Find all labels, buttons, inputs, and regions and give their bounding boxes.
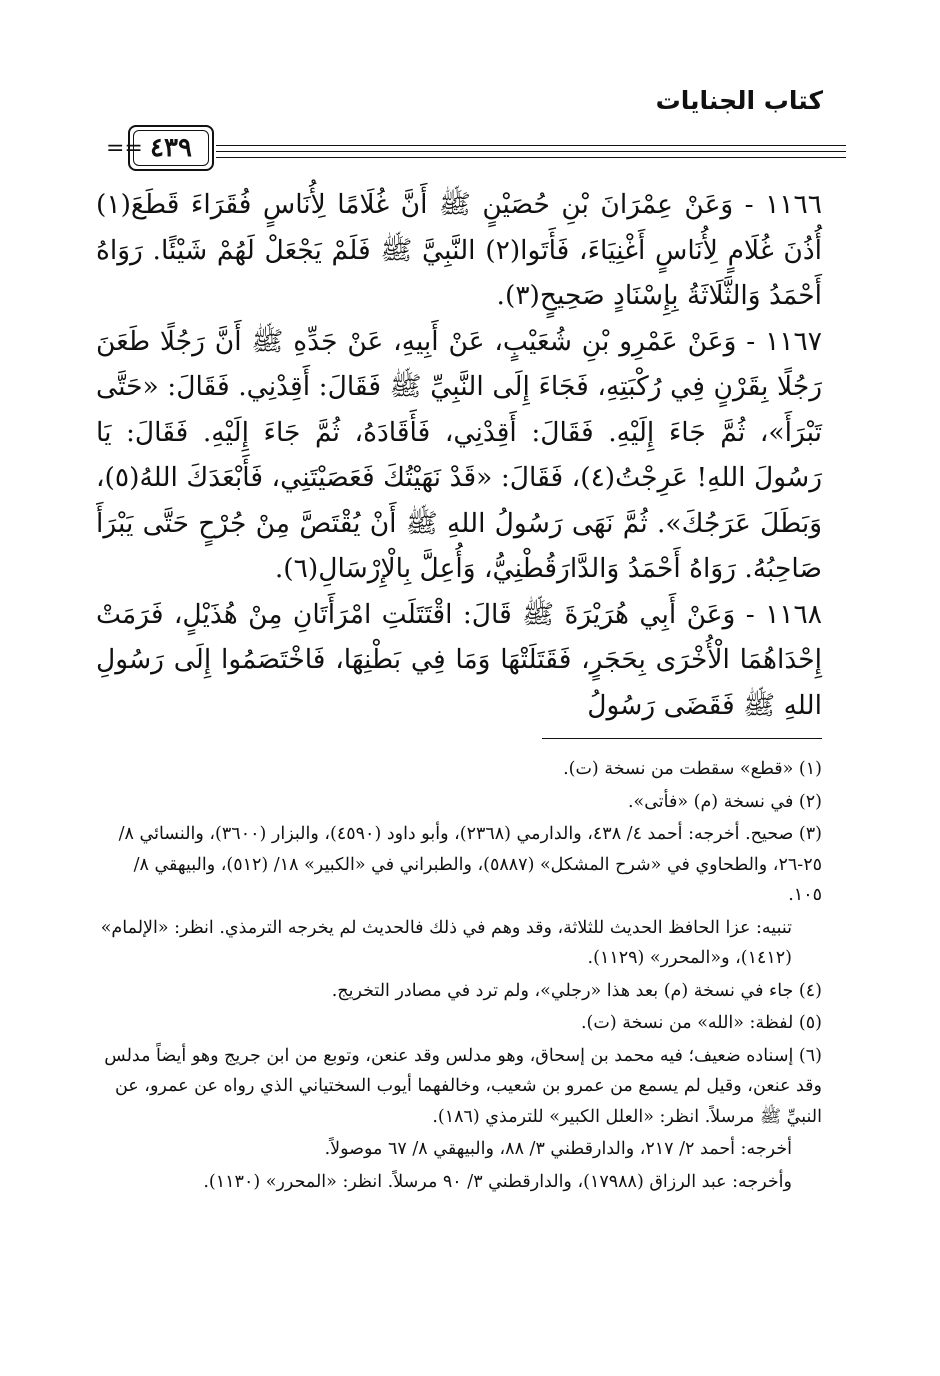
footnote-separator (542, 738, 822, 739)
footnote-6: (٦) إسناده ضعيف؛ فيه محمد بن إسحاق، وهو مدلس وقد عنعن، وتوبع من ابن جريج وهو أيضاً مدلس وقد عنعن، وقيل لم يسمع من عمرو بن شعيب، وخالفهما أيوب السختياني الذي رواه عن عمرو، عن النبيِّ ﷺ مرسلاً. انظر: «العلل الكبير» للترمذي (١٨٦). (104, 1045, 822, 1127)
header-line (216, 145, 846, 146)
footnote-5: (٥) لفظة: «الله» من نسخة (ت). (580, 1013, 822, 1033)
footnote-2: (٢) في نسخة (م) «فأتى». (627, 791, 822, 812)
page-title: كتاب الجنايات (655, 86, 823, 115)
hadith-body (96, 182, 822, 728)
footnote-4: (٤) جاء في نسخة (م) بعد هذا «رجلي»، ولم ترد في مصادر التخريج. (331, 980, 822, 1001)
footnote-1: (١) «قطع» سقطت من نسخة (ت). (563, 759, 822, 779)
footnote-3-note: تنبيه: عزا الحافظ الحديث للثلاثة، وقد وهم في ذلك فالحديث لم يخرجه الترمذي. انظر: «الإلمام» (١٤١٢)، و«المحرر» (١١٢٩). (100, 917, 792, 968)
page-number-box (128, 125, 214, 171)
header-line (216, 157, 846, 158)
footnote-6-source-2: وأخرجه: عبد الرزاق (١٧٩٨٨)، والدارقطني ٣/ ٩٠ مرسلاً. انظر: «المحرر» (١١٣٠). (203, 1171, 792, 1192)
hadith-1167: ١١٦٧ - وَعَنْ عَمْرِو بْنِ شُعَيْبٍ، عَنْ أَبِيهِ، عَنْ جَدِّهِ ﷺ أَنَّ رَجُلًا طَعَنَ رَجُلًا بِقَرْنٍ فِي رُكْبَتِهِ، فَجَاءَ إِلَى النَّبِيِّ ﷺ فَقَالَ: أَقِدْنِي. فَقَالَ: «حَتَّى تَبْرَأَ»، ثُمَّ جَاءَ إِلَيْهِ. فَقَالَ: أَقِدْنِي، فَأَقَادَهُ، ثُمَّ جَاءَ إِلَيْهِ. فَقَالَ: يَا رَسُولَ اللهِ! عَرِجْتُ(٤)، فَقَالَ: «قَدْ نَهَيْتُكَ فَعَصَيْتَنِي، فَأَبْعَدَكَ اللهُ(٥)، وَبَطَلَ عَرَجُكَ». ثُمَّ نَهَى رَسُولُ اللهِ ﷺ أَنْ يُقْتَصَّ مِنْ جُرْحٍ حَتَّى يَبْرَأَ صَاحِبُهُ. رَوَاهُ أَحْمَدُ وَالدَّارَقُطْنِيُّ، وَأُعِلَّ بِالْإِرْسَالِ(٦). (96, 325, 822, 584)
footnotes (96, 754, 822, 1199)
page-number: ٤٣٩ (150, 133, 192, 163)
footnote-6-source-1: أخرجه: أحمد ٢/ ٢١٧، والدارقطني ٣/ ٨٨، والبيهقي ٨/ ٦٧ موصولاً. (324, 1139, 792, 1159)
hadith-1166: ١١٦٦ - وَعَنْ عِمْرَانَ بْنِ حُصَيْنٍ ﷺ أَنَّ غُلَامًا لِأُنَاسٍ فُقَرَاءَ قَطَعَ(١) أُذُنَ غُلَامٍ لِأُنَاسٍ أَغْنِيَاءَ، فَأَتَوا(٢) النَّبِيَّ ﷺ فَلَمْ يَجْعَلْ لَهُمْ شَيْئًا. رَوَاهُ أَحْمَدُ وَالثَّلَاثَةُ بِإِسْنَادٍ صَحِيحٍ(٣). (96, 189, 822, 311)
header-mark: == (106, 136, 143, 161)
header-rule (98, 123, 848, 183)
footnote-3: (٣) صحيح. أخرجه: أحمد ٤/ ٤٣٨، والدارمي (٢٣٦٨)، وأبو داود (٤٥٩٠)، والبزار (٣٦٠٠)، والنسائي ٨/ ٢٥-٢٦، والطحاوي في «شرح المشكل» (٥٨٨٧)، والطبراني في «الكبير» ١٨/ (٥١٢)، والبيهقي ٨/ ١٠٥. (118, 824, 822, 905)
header-line (216, 151, 846, 152)
hadith-1168: ١١٦٨ - وَعَنْ أَبِي هُرَيْرَةَ ﷺ قَالَ: اقْتَتَلَتِ امْرَأَتَانِ مِنْ هُذَيْلٍ، فَرَمَتْ إِحْدَاهُمَا الْأُخْرَى بِحَجَرٍ، فَقَتَلَتْهَا وَمَا فِي بَطْنِهَا، فَاخْتَصَمُوا إِلَى رَسُولِ اللهِ ﷺ فَقَضَى رَسُولُ (96, 598, 822, 721)
